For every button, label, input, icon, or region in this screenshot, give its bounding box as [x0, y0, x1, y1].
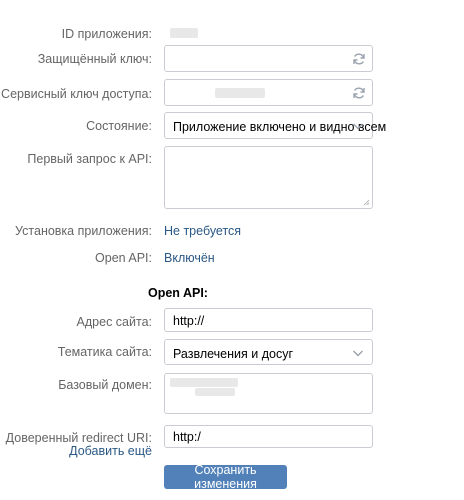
- service-key-label: Сервисный ключ доступа:: [1, 87, 152, 101]
- site-topic-select[interactable]: [164, 339, 373, 365]
- open-api-link[interactable]: Включён: [164, 251, 215, 265]
- redacted-app-id: [170, 28, 198, 38]
- redirect-uri-value: http:/: [173, 430, 201, 444]
- open-api-section-title: Open API:: [148, 286, 208, 300]
- first-api-request-textarea[interactable]: [164, 146, 373, 209]
- chevron-down-icon: [352, 120, 364, 132]
- refresh-icon[interactable]: [352, 52, 366, 66]
- app-install-label: Установка приложения:: [15, 224, 152, 238]
- site-topic-selected-value: Развлечения и досуг: [173, 347, 294, 361]
- save-changes-button[interactable]: Сохранить изменения: [164, 465, 287, 489]
- refresh-icon[interactable]: [352, 86, 366, 100]
- state-selected-value: Приложение включено и видно всем: [173, 120, 387, 134]
- redacted-service-key: [215, 88, 265, 98]
- base-domain-label: Базовый домен:: [58, 378, 152, 392]
- site-topic-label: Тематика сайта:: [57, 345, 152, 359]
- redacted-domain: [195, 388, 235, 396]
- app-id-label: ID приложения:: [61, 27, 152, 41]
- add-more-link[interactable]: Добавить ещё: [69, 444, 152, 458]
- redirect-uri-input[interactable]: [164, 425, 373, 448]
- state-label: Состояние:: [86, 119, 152, 133]
- open-api-label: Open API:: [95, 251, 152, 265]
- first-api-request-label: Первый запрос к API:: [27, 152, 152, 166]
- app-install-link[interactable]: Не требуется: [164, 224, 242, 238]
- redacted-domain: [170, 378, 238, 387]
- redirect-uri-label: Доверенный redirect URI:: [5, 431, 152, 445]
- site-address-value: http://: [173, 314, 205, 328]
- state-select[interactable]: [164, 112, 387, 139]
- site-address-label: Адрес сайта:: [76, 315, 152, 329]
- service-key-field[interactable]: [164, 79, 373, 106]
- base-domain-textarea[interactable]: [164, 373, 373, 414]
- site-address-input[interactable]: [164, 308, 373, 332]
- chevron-down-icon: [352, 347, 364, 359]
- resize-handle-icon[interactable]: [363, 199, 370, 206]
- secure-key-field[interactable]: [164, 45, 373, 72]
- secure-key-label: Защищённый ключ:: [37, 52, 152, 66]
